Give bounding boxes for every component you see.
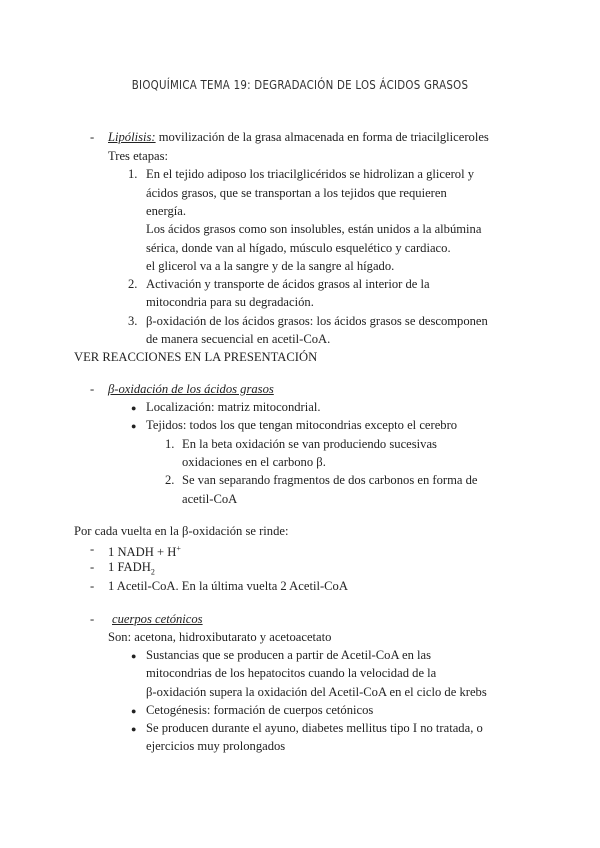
bullet-dot: ● (131, 724, 137, 734)
beta-sub-line: En la beta oxidación se van produciendo sucesivas (182, 437, 437, 451)
sub-number: 2. (165, 473, 175, 487)
beta-sub-line: oxidaciones en el carbono β. (182, 455, 326, 469)
yield-fadh: 1 FADH (108, 560, 151, 574)
beta-bullet: Localización: matriz mitocondrial. (146, 400, 321, 414)
yield-nadh: 1 NADH + H (108, 545, 177, 560)
ketone-line: β-oxidación supera la oxidación del Acetil-CoA en el ciclo de krebs (146, 685, 487, 699)
yield-item (108, 541, 181, 560)
step1-line: Los ácidos grasos como son insolubles, están unidos a la albúmina (146, 222, 482, 236)
ketone-line: Sustancias que se producen a partir de Acetil-CoA en las (146, 648, 432, 662)
step-number: 2. (128, 277, 138, 291)
dash-bullet: - (90, 560, 95, 574)
lipolisis-heading-rest: movilización de la grasa almacenada en forma de triacilgliceroles (155, 130, 489, 144)
step-number: 3. (128, 314, 138, 328)
ketone-line: mitocondrias de los hepatocitos cuando la velocidad de la (146, 666, 437, 680)
yield-intro: Por cada vuelta en la β-oxidación se rinde: (74, 524, 289, 538)
step-number: 1. (128, 167, 138, 181)
yield-fadh-sub: 2 (150, 567, 155, 577)
sub-number: 1. (165, 437, 175, 451)
ketone-line: ejercicios muy prolongados (146, 739, 286, 753)
dash-bullet: - (90, 542, 95, 556)
lipolisis-line (108, 129, 489, 145)
yield-item: 1 Acetil-CoA. En la última vuelta 2 Acetil-CoA (108, 579, 348, 593)
bullet-dot: ● (131, 651, 137, 661)
ketone-heading: cuerpos cetónicos (112, 612, 203, 626)
ketone-line: Cetogénesis: formación de cuerpos cetónicos (146, 703, 374, 717)
beta-bullet: Tejidos: todos los que tengan mitocondrias excepto el cerebro (146, 418, 458, 432)
step1-line: el glicerol va a la sangre y de la sangre al hígado. (146, 259, 395, 273)
bullet-dot: ● (131, 403, 137, 413)
beta-sub-line: Se van separando fragmentos de dos carbonos en forma de (182, 473, 478, 487)
dash-bullet: - (90, 579, 95, 593)
step2-line: Activación y transporte de ácidos grasos al interior de la (146, 277, 430, 291)
ketone-line: Se producen durante el ayuno, diabetes mellitus tipo I no tratada, o (146, 721, 483, 735)
step3-line: β-oxidación de los ácidos grasos: los ácidos grasos se descomponen (146, 314, 488, 328)
page-title: BIOQUÍMICA TEMA 19: DEGRADACIÓN DE LOS ÁCIDOS GRASOS (131, 77, 469, 92)
lipolisis-intro: Tres etapas: (108, 149, 169, 163)
beta-heading: β-oxidación de los ácidos grasos (108, 382, 274, 396)
step1-line: ácidos grasos, que se transportan a los tejidos que requieren (146, 186, 447, 200)
bullet-dot: ● (131, 421, 137, 431)
step3-line: de manera secuencial en acetil-CoA. (146, 332, 331, 346)
step1-line: En el tejido adiposo los triacilglicéridos se hidrolizan a glicerol y (146, 167, 475, 181)
dash-bullet: - (90, 612, 95, 626)
presentation-note: VER REACCIONES EN LA PRESENTACIÓN (74, 350, 318, 364)
step1-line: sérica, donde van al hígado, músculo esquelético y cardiaco. (146, 241, 451, 255)
dash-bullet: - (90, 130, 95, 144)
lipolisis-heading: Lipólisis: (108, 130, 156, 144)
step2-line: mitocondria para su degradación. (146, 295, 314, 309)
yield-nadh-sup: + (176, 544, 181, 553)
dash-bullet: - (90, 382, 95, 396)
beta-sub-line: acetil-CoA (182, 492, 238, 506)
bullet-dot: ● (131, 706, 137, 716)
ketone-intro: Son: acetona, hidroxibutarato y acetoacetato (108, 630, 332, 644)
step1-line: energía. (146, 204, 186, 218)
